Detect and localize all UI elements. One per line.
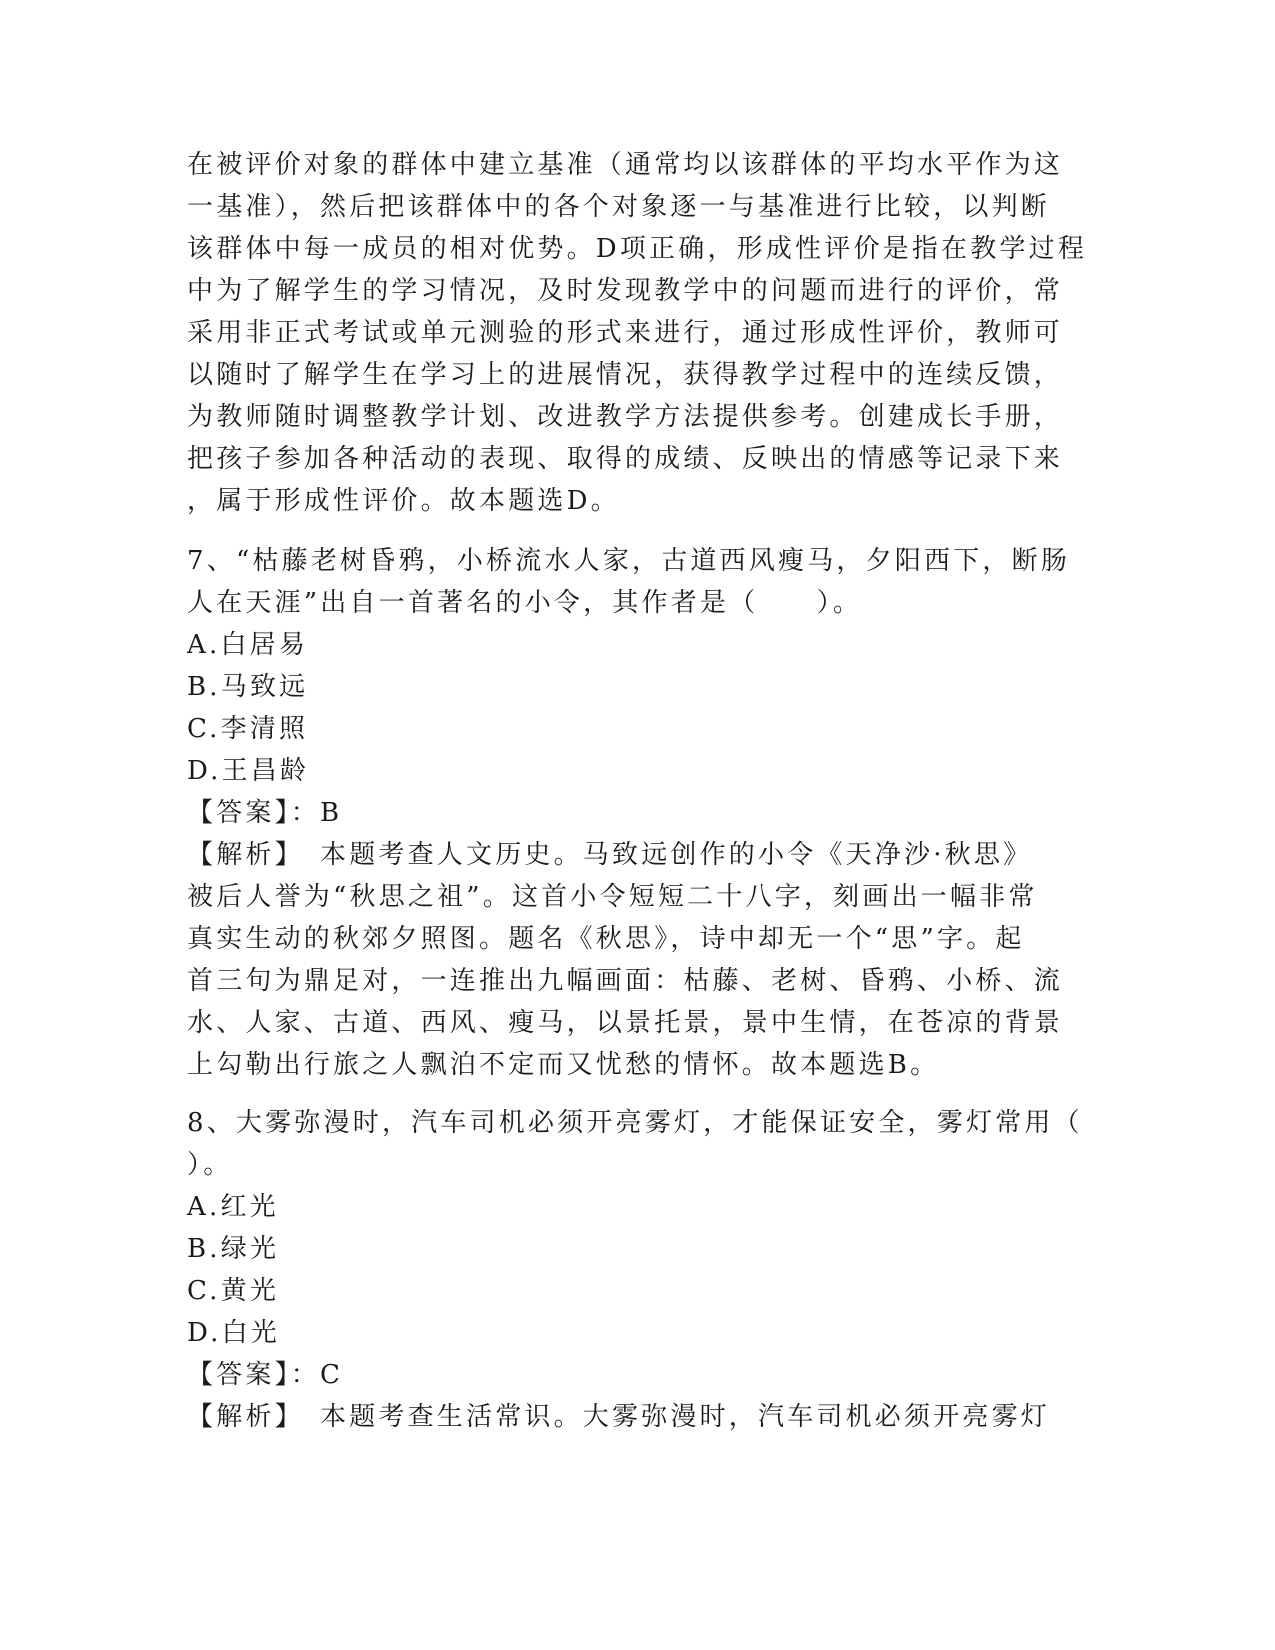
question-7-text: 7、“枯藤老树昏鸦，小桥流水人家，古道西风瘦马，夕阳西下，断肠 — [187, 546, 1071, 576]
answer-line: 【答案】：B — [187, 798, 343, 828]
option-a: A.红光 — [187, 1192, 279, 1222]
text-line: 为教师随时调整教学计划、改进教学方法提供参考。创建成长手册， — [187, 402, 1064, 432]
option-c: C.黄光 — [187, 1276, 280, 1306]
option-d: D.王昌龄 — [187, 756, 310, 786]
explanation-line: 上勾勒出行旅之人飘泊不定而又忧愁的情怀。故本题选B。 — [187, 1050, 940, 1080]
answer-line: 【答案】：C — [187, 1360, 344, 1390]
text-line: 该群体中每一成员的相对优势。D项正确，形成性评价是指在教学过程 — [187, 234, 1088, 264]
explanation-line: 被后人誉为“秋思之祖”。这首小令短短二十八字，刻画出一幅非常 — [187, 882, 1038, 912]
text-line: 把孩子参加各种活动的表现、取得的成绩、反映出的情感等记录下来 — [187, 444, 1064, 474]
text-line: 中为了解学生的学习情况，及时发现教学中的问题而进行的评价，常 — [187, 276, 1064, 306]
explanation-line: 【解析】 本题考查生活常识。大雾弥漫时，汽车司机必须开亮雾灯 — [187, 1402, 1051, 1432]
question-8-text: 8、大雾弥漫时，汽车司机必须开亮雾灯，才能保证安全，雾灯常用（ — [187, 1108, 1083, 1138]
explanation-line: 水、人家、古道、西风、瘦马，以景托景，景中生情，在苍凉的背景 — [187, 1008, 1064, 1038]
option-a: A.白居易 — [187, 630, 309, 660]
option-b: B.马致远 — [187, 672, 309, 702]
text-line: 采用非正式考试或单元测验的形式来进行，通过形成性评价，教师可 — [187, 318, 1064, 348]
option-c: C.李清照 — [187, 714, 309, 744]
text-line: 以随时了解学生在学习上的进展情况，获得教学过程中的连续反馈， — [187, 360, 1064, 390]
option-d: D.白光 — [187, 1318, 280, 1348]
option-b: B.绿光 — [187, 1234, 280, 1264]
explanation-line: 【解析】 本题考查人文历史。马致远创作的小令《天净沙·秋思》 — [187, 840, 1033, 870]
text-line: ，属于形成性评价。故本题选D。 — [187, 486, 620, 516]
explanation-line: 首三句为鼎足对，一连推出九幅画面：枯藤、老树、昏鸦、小桥、流 — [187, 966, 1064, 996]
question-7-text: 人在天涯”出自一首著名的小令，其作者是（ ）。 — [187, 588, 863, 618]
question-8-text: ）。 — [187, 1150, 233, 1180]
text-line: 在被评价对象的群体中建立基准（通常均以该群体的平均水平作为这 — [187, 150, 1064, 180]
explanation-line: 真实生动的秋郊夕照图。题名《秋思》，诗中却无一个“思”字。起 — [187, 924, 1025, 954]
text-line: 一基准），然后把该群体中的各个对象逐一与基准进行比较，以判断 — [187, 192, 1051, 222]
